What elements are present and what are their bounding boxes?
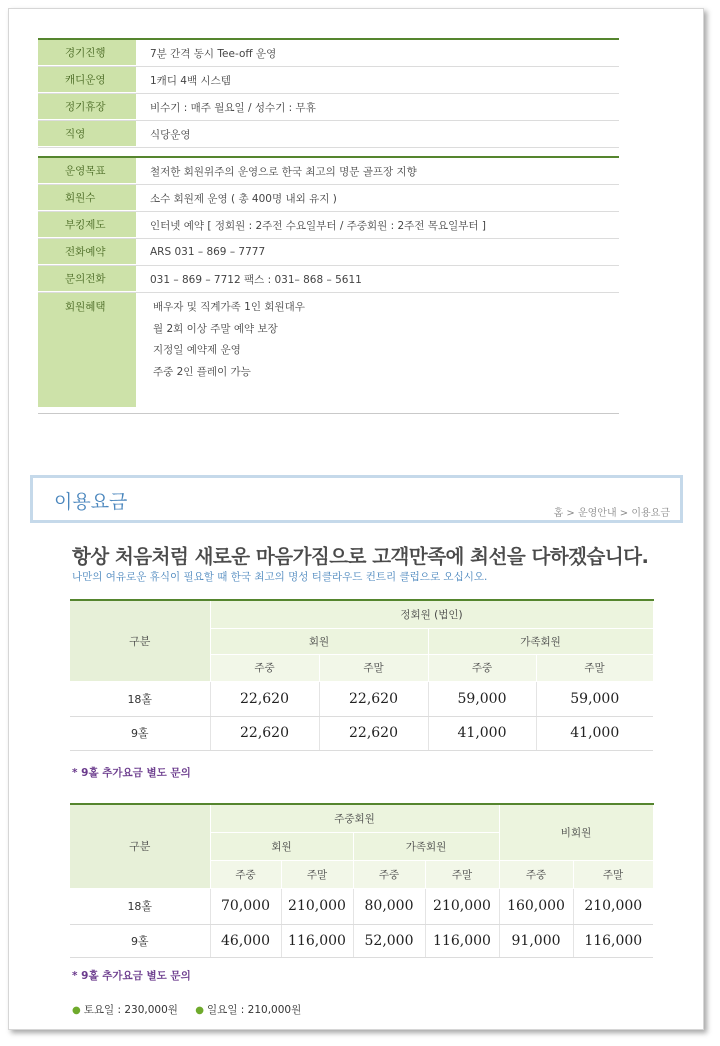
column-header-weekend: 주말: [425, 860, 499, 888]
info-row: [38, 40, 619, 67]
info-value: 철저한 회원위주의 운영으로 한국 최고의 명문 골프장 지향: [150, 165, 417, 178]
fee-cell: 22,620: [210, 681, 319, 716]
column-header-weekend: 주말: [319, 654, 428, 681]
fee-cell: 210,000: [425, 888, 499, 924]
info-row: [38, 94, 619, 121]
fee-cell: 116,000: [281, 924, 353, 957]
weekend-fees: [72, 1002, 315, 1017]
info-value: 비수기 : 매주 월요일 / 성수기 : 무휴: [150, 101, 316, 114]
column-header-weekend: 주말: [536, 654, 653, 681]
info-value: 식당운영: [150, 128, 191, 141]
info-label: 직영: [38, 121, 136, 147]
column-header-member: 회원: [210, 832, 353, 860]
column-header-gubun: 구분: [70, 600, 210, 681]
fee-cell: 160,000: [499, 888, 573, 924]
column-header-family: 가족회원: [353, 832, 499, 860]
breadcrumb[interactable]: 홈 > 운영안내 > 이용요금: [553, 508, 670, 519]
table-row: [70, 681, 653, 716]
fee-cell: 59,000: [428, 681, 536, 716]
column-header-weekday: 주중: [428, 654, 536, 681]
table-row: [70, 924, 653, 957]
fee-cell: 41,000: [428, 716, 536, 750]
fee-cell: 70,000: [210, 888, 281, 924]
info-row: [38, 158, 619, 185]
column-header-weekend: 주말: [573, 860, 653, 888]
fee-cell: 59,000: [536, 681, 653, 716]
benefits-row: [38, 293, 619, 407]
info-label: 회원혜택: [38, 293, 136, 407]
info-value: ARS 031 – 869 – 7777: [150, 246, 266, 258]
headline: 항상 처음처럼 새로운 마음가짐으로 고객만족에 최선을 다하겠습니다.: [72, 545, 649, 568]
table-row: [70, 716, 653, 750]
fee-cell: 22,620: [319, 716, 428, 750]
note-9hole: * 9홀 추가요금 별도 문의: [72, 970, 191, 982]
section-title: 이용요금: [54, 491, 128, 513]
regular-member-fee-table: [70, 599, 654, 751]
course-info-table: [38, 38, 619, 148]
info-label: 정기휴장: [38, 94, 136, 120]
info-value: 1캐디 4백 시스템: [150, 74, 231, 87]
info-row: [38, 121, 619, 148]
fee-cell: 210,000: [573, 888, 653, 924]
subline: 나만의 여유로운 휴식이 필요할 때 한국 최고의 명성 티클라우드 컨트리 클럽으로 오십시오.: [72, 571, 488, 583]
info-label: 전화예약: [38, 239, 136, 265]
benefits-list: [136, 293, 619, 407]
membership-info-table: [38, 156, 619, 407]
info-label: 문의전화: [38, 266, 136, 292]
column-header-weekday: 주중: [210, 654, 319, 681]
note-9hole: * 9홀 추가요금 별도 문의: [72, 767, 191, 779]
fee-cell: 80,000: [353, 888, 425, 924]
column-header-weekday: 주중: [353, 860, 425, 888]
fee-cell: 116,000: [425, 924, 499, 957]
column-header-gubun: 구분: [70, 804, 210, 888]
info-row: [38, 266, 619, 293]
info-value: 인터넷 예약 [ 정회원 : 2주전 수요일부터 / 주중회원 : 2주전 목요일부터 ]: [150, 219, 486, 232]
fee-cell: 46,000: [210, 924, 281, 957]
fee-cell: 22,620: [210, 716, 319, 750]
fee-cell: 41,000: [536, 716, 653, 750]
info-label: 캐디운영: [38, 67, 136, 93]
info-label: 경기진행: [38, 40, 136, 66]
column-header-weekday: 주중: [210, 860, 281, 888]
column-header-member: 회원: [210, 628, 428, 654]
fee-cell: 116,000: [573, 924, 653, 957]
row-label: 9홀: [70, 924, 210, 957]
info-row: [38, 239, 619, 266]
column-header-weekday: 주중: [499, 860, 573, 888]
info-value: 소수 회원제 운영 ( 총 400명 내외 유지 ): [150, 192, 337, 205]
section-header: [30, 475, 683, 523]
column-header-nonmember: 비회원: [499, 804, 653, 860]
column-header-family: 가족회원: [428, 628, 653, 654]
info-label: 운영목표: [38, 158, 136, 184]
row-label: 18홀: [70, 888, 210, 924]
benefit-item: 지정일 예약제 운영: [153, 344, 241, 356]
bullet-icon: ●: [195, 1005, 205, 1016]
fee-cell: 210,000: [281, 888, 353, 924]
saturday-fee: ● 토요일 : 230,000원: [72, 1004, 178, 1016]
info-row: [38, 185, 619, 212]
bullet-icon: ●: [72, 1005, 81, 1016]
info-value: 7분 간격 동시 Tee-off 운영: [150, 47, 277, 60]
fee-cell: 91,000: [499, 924, 573, 957]
fee-cell: 52,000: [353, 924, 425, 957]
column-header-group: 정회원 (법인): [210, 600, 653, 628]
info-label: 회원수: [38, 185, 136, 211]
benefit-item: 배우자 및 직계가족 1인 회원대우: [153, 301, 305, 313]
info-row: [38, 67, 619, 94]
benefit-item: 주중 2인 플레이 가능: [153, 365, 251, 378]
info-label: 부킹제도: [38, 212, 136, 238]
info-value: 031 – 869 – 7712 팩스 : 031– 868 – 5611: [150, 273, 362, 286]
fee-cell: 22,620: [319, 681, 428, 716]
divider: [38, 413, 619, 414]
row-label: 18홀: [70, 681, 210, 716]
row-label: 9홀: [70, 716, 210, 750]
benefit-item: 월 2회 이상 주말 예약 보장: [153, 322, 278, 335]
column-header-weekend: 주말: [281, 860, 353, 888]
sunday-fee: ● 일요일 : 210,000원: [195, 1004, 302, 1016]
table-row: [70, 888, 653, 924]
column-header-group: 주중회원: [210, 804, 499, 832]
info-row: [38, 212, 619, 239]
weekday-member-fee-table: [70, 803, 654, 958]
